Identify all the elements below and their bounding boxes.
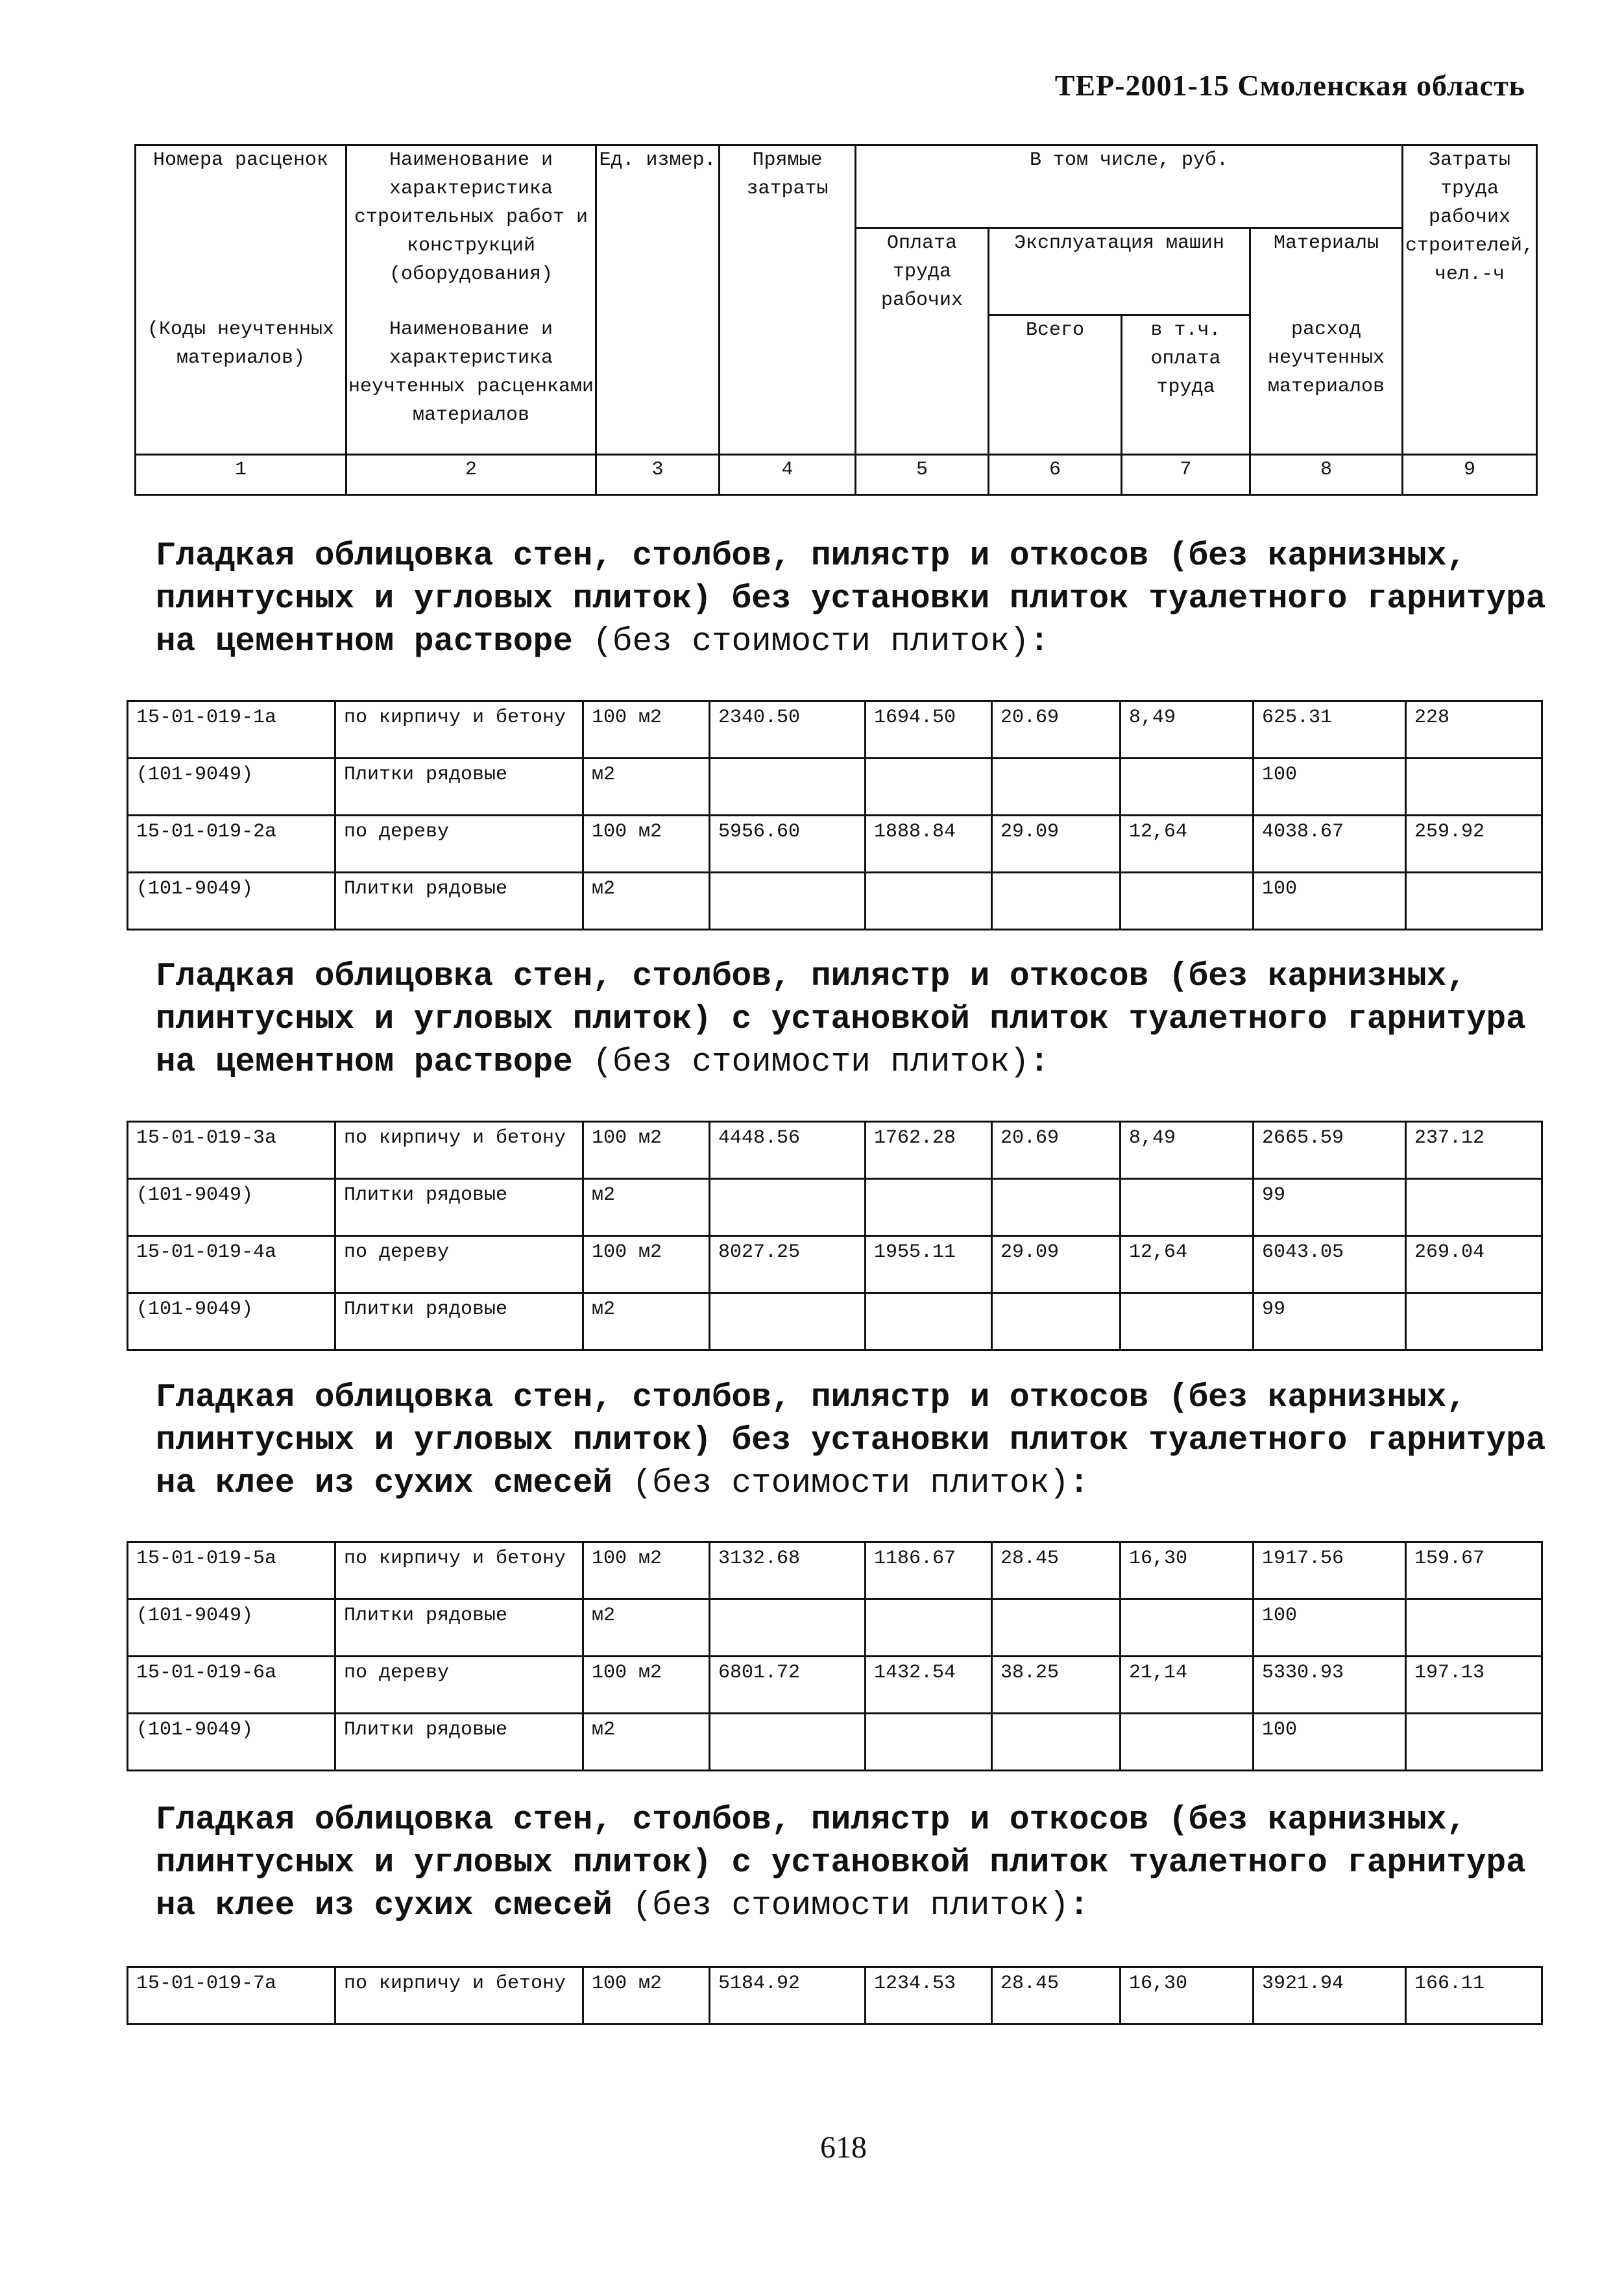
unit-cell: 100 м2: [583, 1122, 710, 1179]
direct-costs-cell: 8027.25: [710, 1236, 866, 1293]
labor-pay-cell: [866, 1179, 992, 1236]
direct-costs-cell: [710, 1293, 866, 1350]
materials-cell: 99: [1254, 1293, 1406, 1350]
materials-cell: 5330.93: [1254, 1657, 1406, 1714]
table-row: [128, 1657, 1542, 1714]
machines-labor-cell: [1121, 1599, 1254, 1657]
page-title: ТЕР-2001-15 Смоленская область: [1054, 69, 1525, 102]
header-machines-labor: в т.ч. оплата труда: [1122, 315, 1250, 455]
direct-costs-cell: [710, 1179, 866, 1236]
rate-code-cell: 15-01-019-6а: [128, 1657, 335, 1714]
section-title-main: Гладкая облицовка стен, столбов, пилястр и откосов (без карнизных, плинтусных и угловых плиток) с установкой плиток туалетного гарнитура на цементном растворе: [156, 958, 1526, 1081]
materials-cell: 4038.67: [1254, 816, 1406, 873]
header-including-group: В том числе, руб.: [856, 145, 1403, 228]
direct-costs-cell: [710, 1714, 866, 1771]
machines-labor-cell: 16,30: [1121, 1542, 1254, 1599]
unit-cell: м2: [583, 1293, 710, 1350]
machines-total-cell: [992, 1179, 1121, 1236]
labor-hours-cell: 228: [1406, 701, 1542, 759]
labor-hours-cell: [1406, 1179, 1542, 1236]
header-materials-consumption: расход неучтенных материалов: [1250, 315, 1403, 455]
labor-hours-cell: 197.13: [1406, 1657, 1542, 1714]
labor-pay-cell: [866, 759, 992, 816]
rate-code-cell: (101-9049): [128, 873, 335, 930]
header-codes-unaccounted: (Коды неучтенных материалов): [136, 315, 346, 455]
direct-costs-cell: [710, 1599, 866, 1657]
section-title: [156, 535, 1557, 664]
unit-cell: 100 м2: [583, 1236, 710, 1293]
page-number: 618: [820, 2130, 867, 2165]
labor-hours-cell: 269.04: [1406, 1236, 1542, 1293]
machines-total-cell: 38.25: [992, 1657, 1121, 1714]
column-number: 1: [136, 455, 346, 495]
rates-table: [127, 1121, 1543, 1351]
table-row: [128, 1542, 1542, 1599]
table-row: [128, 1967, 1542, 2025]
direct-costs-cell: 3132.68: [710, 1542, 866, 1599]
work-name-cell: по кирпичу и бетону: [335, 1967, 583, 2025]
materials-cell: 100: [1254, 1714, 1406, 1771]
materials-cell: 3921.94: [1254, 1967, 1406, 2025]
direct-costs-cell: 5184.92: [710, 1967, 866, 2025]
rate-code-cell: (101-9049): [128, 759, 335, 816]
section-title-main: Гладкая облицовка стен, столбов, пилястр и откосов (без карнизных, плинтусных и угловых плиток) без установки плиток туалетного гарнитура на цементном растворе: [156, 538, 1546, 661]
column-number: 6: [989, 455, 1122, 495]
work-name-cell: Плитки рядовые: [335, 1179, 583, 1236]
machines-labor-cell: 16,30: [1121, 1967, 1254, 2025]
materials-cell: 6043.05: [1254, 1236, 1406, 1293]
column-number: 8: [1250, 455, 1403, 495]
rates-table: [127, 1541, 1543, 1771]
labor-pay-cell: 1186.67: [866, 1542, 992, 1599]
header-labor-hours: Затраты труда рабочих строителей, чел.-ч: [1403, 145, 1537, 455]
direct-costs-cell: 2340.50: [710, 701, 866, 759]
materials-cell: 625.31: [1254, 701, 1406, 759]
section-title-main: Гладкая облицовка стен, столбов, пилястр и откосов (без карнизных, плинтусных и угловых плиток) без установки плиток туалетного гарнитура на клее из сухих смесей: [156, 1380, 1546, 1502]
machines-labor-cell: [1121, 1714, 1254, 1771]
machines-labor-cell: [1121, 873, 1254, 930]
work-name-cell: Плитки рядовые: [335, 1714, 583, 1771]
labor-hours-cell: [1406, 873, 1542, 930]
work-name-cell: по кирпичу и бетону: [335, 1122, 583, 1179]
header-unit: Ед. измер.: [596, 145, 720, 455]
labor-pay-cell: [866, 1714, 992, 1771]
rate-code-cell: 15-01-019-2а: [128, 816, 335, 873]
unit-cell: м2: [583, 1179, 710, 1236]
column-header-table: [134, 144, 1538, 496]
unit-cell: м2: [583, 759, 710, 816]
column-number: 7: [1122, 455, 1250, 495]
labor-pay-cell: 1762.28: [866, 1122, 992, 1179]
labor-pay-cell: 1888.84: [866, 816, 992, 873]
labor-hours-cell: 237.12: [1406, 1122, 1542, 1179]
section-title: [156, 956, 1557, 1084]
header-machines: Эксплуатация машин: [989, 228, 1250, 315]
labor-hours-cell: 159.67: [1406, 1542, 1542, 1599]
machines-total-cell: 29.09: [992, 816, 1121, 873]
machines-labor-cell: 21,14: [1121, 1657, 1254, 1714]
table-row: [128, 1599, 1542, 1657]
work-name-cell: Плитки рядовые: [335, 1599, 583, 1657]
table-row: [128, 1236, 1542, 1293]
materials-cell: 100: [1254, 1599, 1406, 1657]
labor-pay-cell: [866, 1293, 992, 1350]
unit-cell: м2: [583, 873, 710, 930]
direct-costs-cell: 6801.72: [710, 1657, 866, 1714]
materials-cell: 100: [1254, 759, 1406, 816]
unit-cell: 100 м2: [583, 816, 710, 873]
machines-total-cell: 29.09: [992, 1236, 1121, 1293]
unit-cell: 100 м2: [583, 1967, 710, 2025]
header-name-unaccounted: Наименование и характеристика неучтенных расценками материалов: [346, 315, 596, 455]
direct-costs-cell: 5956.60: [710, 816, 866, 873]
table-row: [128, 1714, 1542, 1771]
machines-labor-cell: 12,64: [1121, 1236, 1254, 1293]
machines-labor-cell: [1121, 1293, 1254, 1350]
table-row: [128, 873, 1542, 930]
labor-hours-cell: [1406, 759, 1542, 816]
labor-pay-cell: [866, 873, 992, 930]
rate-code-cell: (101-9049): [128, 1293, 335, 1350]
labor-hours-cell: 259.92: [1406, 816, 1542, 873]
column-number: 4: [720, 455, 856, 495]
rate-code-cell: (101-9049): [128, 1179, 335, 1236]
rate-code-cell: (101-9049): [128, 1599, 335, 1657]
materials-cell: 99: [1254, 1179, 1406, 1236]
work-name-cell: Плитки рядовые: [335, 873, 583, 930]
labor-pay-cell: 1234.53: [866, 1967, 992, 2025]
rate-code-cell: 15-01-019-5а: [128, 1542, 335, 1599]
direct-costs-cell: 4448.56: [710, 1122, 866, 1179]
work-name-cell: по дереву: [335, 816, 583, 873]
column-number: 9: [1403, 455, 1537, 495]
header-name: Наименование и характеристика строительных работ и конструкций (оборудования): [346, 145, 596, 315]
unit-cell: 100 м2: [583, 1542, 710, 1599]
header-direct-costs: Прямые затраты: [720, 145, 856, 455]
header-labor-pay: Оплата труда рабочих: [856, 228, 989, 455]
rates-table: [127, 1966, 1543, 2025]
labor-pay-cell: [866, 1599, 992, 1657]
machines-labor-cell: 8,49: [1121, 701, 1254, 759]
machines-labor-cell: 12,64: [1121, 816, 1254, 873]
table-row: [128, 701, 1542, 759]
rate-code-cell: 15-01-019-3а: [128, 1122, 335, 1179]
section-title: [156, 1799, 1557, 1928]
header-machines-total: Всего: [989, 315, 1122, 455]
machines-total-cell: 28.45: [992, 1542, 1121, 1599]
section-title-colon: :: [1029, 1044, 1050, 1081]
rate-code-cell: 15-01-019-4а: [128, 1236, 335, 1293]
unit-cell: м2: [583, 1714, 710, 1771]
rates-table: [127, 700, 1543, 930]
labor-pay-cell: 1432.54: [866, 1657, 992, 1714]
table-row: [128, 1122, 1542, 1179]
section-title-note: (без стоимости плиток): [612, 1888, 1069, 1925]
direct-costs-cell: [710, 759, 866, 816]
section-title-colon: :: [1069, 1465, 1089, 1502]
labor-pay-cell: 1955.11: [866, 1236, 992, 1293]
machines-total-cell: [992, 873, 1121, 930]
machines-labor-cell: [1121, 1179, 1254, 1236]
section-title-note: (без стоимости плиток): [612, 1465, 1069, 1502]
table-row: [128, 759, 1542, 816]
machines-total-cell: [992, 1599, 1121, 1657]
section-title: [156, 1377, 1557, 1505]
unit-cell: 100 м2: [583, 1657, 710, 1714]
table-row: [128, 816, 1542, 873]
machines-labor-cell: 8,49: [1121, 1122, 1254, 1179]
rate-code-cell: 15-01-019-7а: [128, 1967, 335, 2025]
materials-cell: 2665.59: [1254, 1122, 1406, 1179]
labor-pay-cell: 1694.50: [866, 701, 992, 759]
section-title-note: (без стоимости плиток): [572, 1044, 1030, 1081]
unit-cell: 100 м2: [583, 701, 710, 759]
work-name-cell: по дереву: [335, 1657, 583, 1714]
materials-cell: 1917.56: [1254, 1542, 1406, 1599]
work-name-cell: по кирпичу и бетону: [335, 1542, 583, 1599]
labor-hours-cell: [1406, 1714, 1542, 1771]
machines-total-cell: [992, 759, 1121, 816]
table-row: [128, 1179, 1542, 1236]
header-codes: Номера расценок: [136, 145, 346, 315]
machines-total-cell: [992, 1293, 1121, 1350]
section-title-colon: :: [1069, 1888, 1089, 1925]
unit-cell: м2: [583, 1599, 710, 1657]
machines-total-cell: [992, 1714, 1121, 1771]
section-title-note: (без стоимости плиток): [572, 624, 1030, 661]
table-row: [128, 1293, 1542, 1350]
work-name-cell: по кирпичу и бетону: [335, 701, 583, 759]
labor-hours-cell: [1406, 1599, 1542, 1657]
labor-hours-cell: 166.11: [1406, 1967, 1542, 2025]
machines-labor-cell: [1121, 759, 1254, 816]
rate-code-cell: (101-9049): [128, 1714, 335, 1771]
section-title-colon: :: [1029, 624, 1050, 661]
machines-total-cell: 20.69: [992, 1122, 1121, 1179]
direct-costs-cell: [710, 873, 866, 930]
machines-total-cell: 28.45: [992, 1967, 1121, 2025]
work-name-cell: Плитки рядовые: [335, 1293, 583, 1350]
column-number: 5: [856, 455, 989, 495]
column-number: 2: [346, 455, 596, 495]
header-materials: Материалы: [1250, 228, 1403, 315]
work-name-cell: Плитки рядовые: [335, 759, 583, 816]
work-name-cell: по дереву: [335, 1236, 583, 1293]
labor-hours-cell: [1406, 1293, 1542, 1350]
materials-cell: 100: [1254, 873, 1406, 930]
section-title-main: Гладкая облицовка стен, столбов, пилястр и откосов (без карнизных, плинтусных и угловых плиток) с установкой плиток туалетного гарнитура на клее из сухих смесей: [156, 1802, 1526, 1925]
column-number: 3: [596, 455, 720, 495]
machines-total-cell: 20.69: [992, 701, 1121, 759]
rate-code-cell: 15-01-019-1а: [128, 701, 335, 759]
